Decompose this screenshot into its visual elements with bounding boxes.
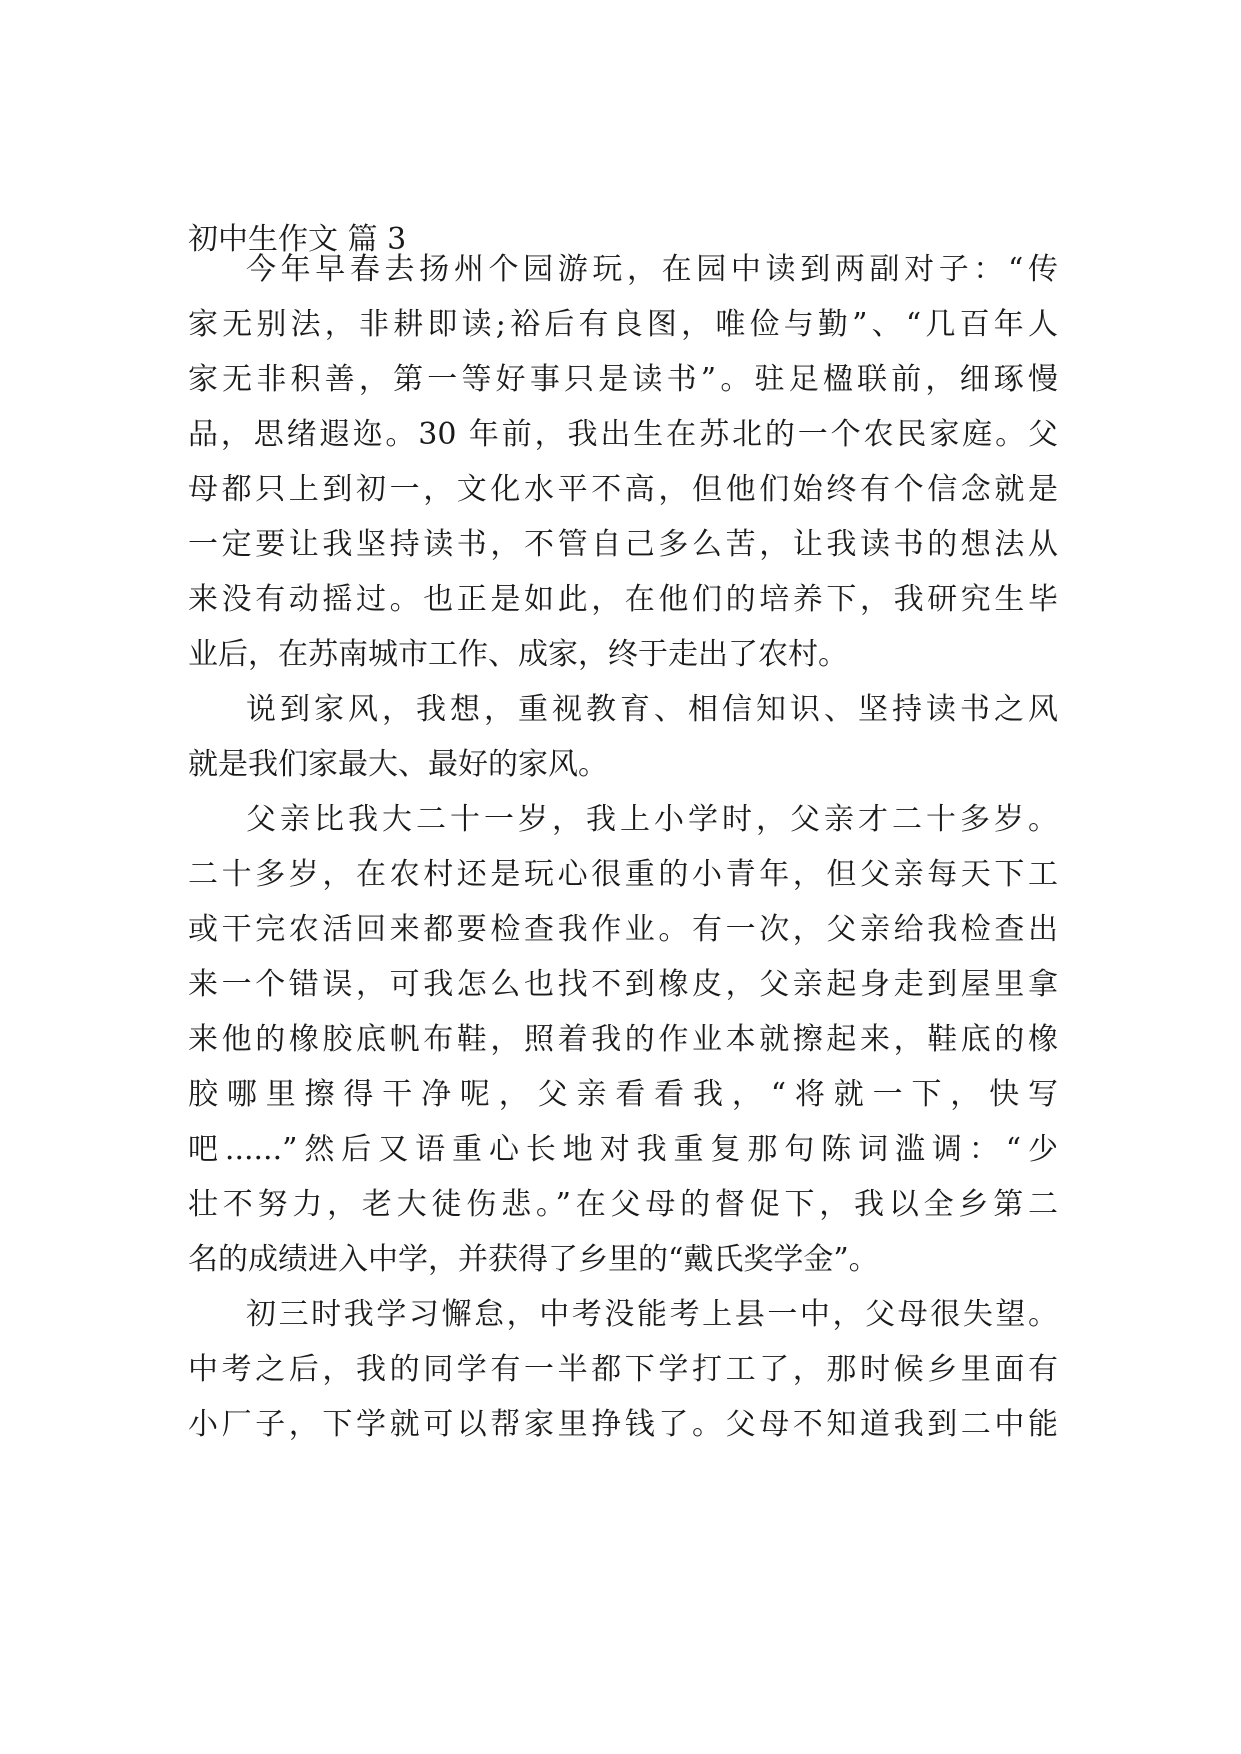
text-line: 就是我们家最大、最好的家风。 — [188, 747, 608, 782]
text-line: 业后，在苏南城市工作、成家，终于走出了农村。 — [188, 637, 848, 672]
text-line: 胶哪里擦得干净呢，父亲看看我，“将就一下，快写 — [188, 1077, 1058, 1112]
text-line: 名的成绩进入中学，并获得了乡里的“戴氏奖学金”。 — [188, 1242, 879, 1277]
text-line: 吧......”然后又语重心长地对我重复那句陈词滥调：“少 — [188, 1132, 1058, 1167]
text-line: 来他的橡胶底帆布鞋，照着我的作业本就擦起来，鞋底的橡 — [188, 1022, 1058, 1057]
text-line: 母都只上到初一，文化水平不高，但他们始终有个信念就是 — [188, 472, 1058, 507]
text-line: 家无非积善，第一等好事只是读书”。驻足楹联前，细琢慢 — [188, 362, 1058, 397]
text-line: 壮不努力，老大徒伤悲。”在父母的督促下，我以全乡第二 — [188, 1187, 1058, 1222]
text-line: 或干完农活回来都要检查我作业。有一次，父亲给我检查出 — [188, 912, 1058, 947]
text-line: 小厂子，下学就可以帮家里挣钱了。父母不知道我到二中能 — [188, 1407, 1058, 1442]
text-line: 二十多岁，在农村还是玩心很重的小青年，但父亲每天下工 — [188, 857, 1058, 892]
text-line: 家无别法，非耕即读;裕后有良图，唯俭与勤”、“几百年人 — [188, 307, 1058, 342]
text-line: 品，思绪遐迩。30 年前，我出生在苏北的一个农民家庭。父 — [188, 417, 1058, 452]
text-line: 来没有动摇过。也正是如此，在他们的培养下，我研究生毕 — [188, 582, 1058, 617]
text-line: 说到家风，我想，重视教育、相信知识、坚持读书之风 — [246, 692, 1058, 727]
text-line: 初三时我学习懈怠，中考没能考上县一中，父母很失望。 — [246, 1297, 1058, 1332]
document-page — [188, 0, 1058, 1754]
text-line: 一定要让我坚持读书，不管自己多么苦，让我读书的想法从 — [188, 527, 1058, 562]
text-line: 今年早春去扬州个园游玩，在园中读到两副对子：“传 — [246, 252, 1058, 287]
text-line: 父亲比我大二十一岁，我上小学时，父亲才二十多岁。 — [246, 802, 1058, 837]
text-line: 来一个错误，可我怎么也找不到橡皮，父亲起身走到屋里拿 — [188, 967, 1058, 1002]
page-title: 初中生作文 篇 3 — [188, 222, 407, 257]
text-line: 中考之后，我的同学有一半都下学打工了，那时候乡里面有 — [188, 1352, 1058, 1387]
